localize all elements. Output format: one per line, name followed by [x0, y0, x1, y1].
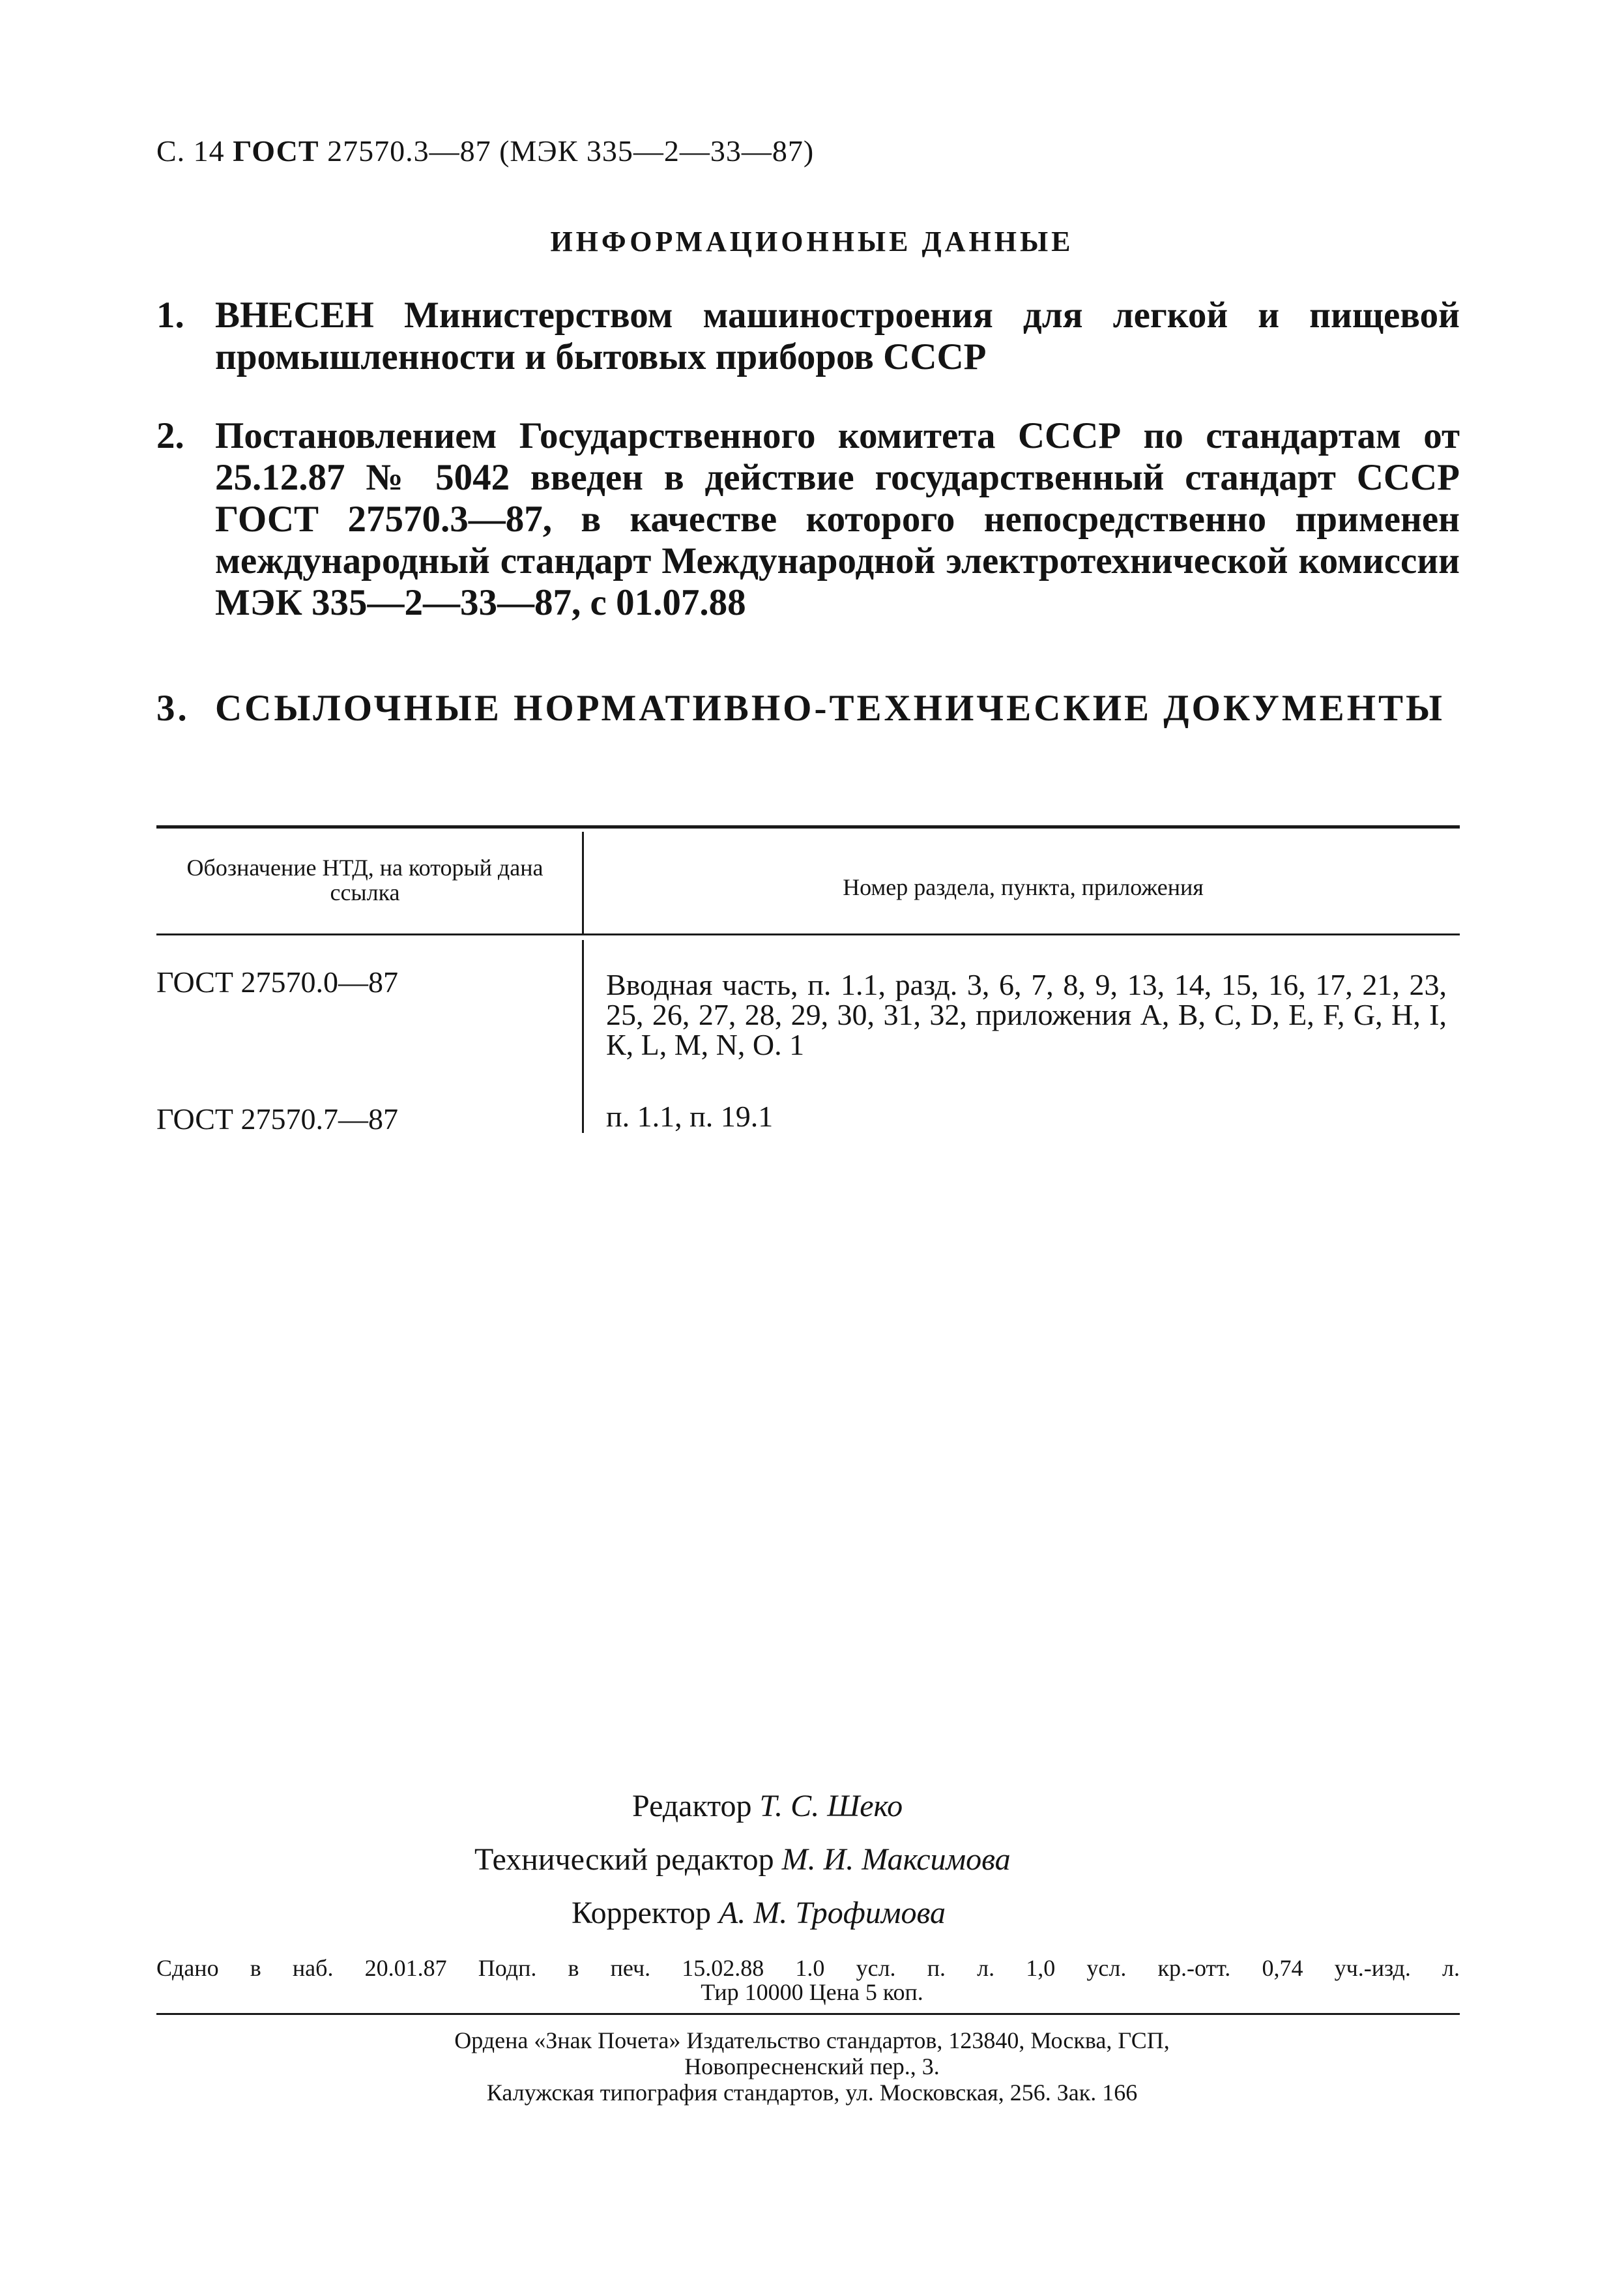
credit-role: Технический редактор [474, 1842, 774, 1877]
credit-corrector [572, 1887, 1624, 1940]
table-top-rule [156, 825, 1460, 829]
credit-editor [632, 1780, 1624, 1833]
item-number: 1. [156, 295, 184, 336]
credit-tech-editor [474, 1833, 1624, 1887]
info-item-1 [156, 295, 1460, 378]
credits-block [0, 1780, 1624, 1940]
item-text: ССЫЛОЧНЫЕ НОРМАТИВНО-ТЕХНИЧЕСКИЕ ДОКУМЕНТЫ [215, 688, 1445, 729]
credit-role: Корректор [572, 1896, 711, 1930]
info-item-2 [156, 415, 1460, 624]
table-row-1-doc: ГОСТ 27570.0—87 [156, 965, 399, 999]
page-number: С. 14 [156, 134, 225, 168]
info-item-3 [156, 688, 1460, 729]
item-text: ВНЕСЕН Министерством машиностроения для легкой и пищевой промышленности и бытовых приборов СССР [215, 295, 1460, 377]
footer-line-3: Калужская типография стандартов, ул. Московская, 256. Зак. 166 [486, 2079, 1138, 2106]
item-number: 2. [156, 415, 184, 456]
imprint-line-1: Сдано в наб. 20.01.87 Подп. в печ. 15.02.88 1.0 усл. п. л. 1,0 усл. кр.-отт. 0,74 уч.-изд. л. [156, 1955, 1460, 1981]
section-title: ИНФОРМАЦИОННЫЕ ДАННЫЕ [550, 226, 1074, 257]
footer-rule [156, 2013, 1460, 2015]
table-row-2-doc: ГОСТ 27570.7—87 [156, 1102, 399, 1136]
table-header-divider [582, 832, 584, 933]
credit-name: А. М. Трофимова [718, 1896, 946, 1930]
footer-line-1: Ордена «Знак Почета» Издательство стандартов, 123840, Москва, ГСП, [454, 2027, 1170, 2053]
publisher-footer [0, 2027, 1624, 2106]
standard-number: 27570.3—87 (МЭК 335—2—33—87) [327, 134, 815, 168]
table-row-1-ref: Вводная часть, п. 1.1, разд. 3, 6, 7, 8, 9, 13, 14, 15, 16, 17, 21, 23, 25, 26, 27, 28, 29, 30, 31, 32, приложения А, В, С, D, Е, F, G, Н, I, К, L, М, N, О. 1 [606, 968, 1447, 1061]
credit-name: Т. С. Шеко [759, 1789, 903, 1823]
table-header-rule [156, 933, 1460, 935]
credit-name: М. И. Максимова [781, 1842, 1011, 1877]
item-text: Постановлением Государственного комитета СССР по стандартам от 25.12.87 № 5042 введен в действие государственный стандарт СССР ГОСТ 27570.3—87, в качестве которого непосредственно применен международный стандарт Международной электротехнической комиссии МЭК 335—2—33—87, с 01.07.88 [215, 415, 1460, 623]
table-body-divider [582, 940, 584, 1133]
item-number: 3. [156, 688, 190, 729]
table-header-doc: Обозначение НТД, на который дана ссылка [186, 855, 544, 905]
footer-line-2: Новопресненский пер., 3. [684, 2053, 940, 2079]
page-header [156, 134, 814, 168]
credit-role: Редактор [632, 1789, 752, 1823]
imprint-line-2: Тир 10000 Цена 5 коп. [701, 1979, 923, 2005]
standard-label: ГОСТ [233, 134, 319, 168]
table-header-ref: Номер раздела, пункта, приложения [843, 874, 1204, 900]
table-row-2-ref: п. 1.1, п. 19.1 [606, 1100, 774, 1133]
